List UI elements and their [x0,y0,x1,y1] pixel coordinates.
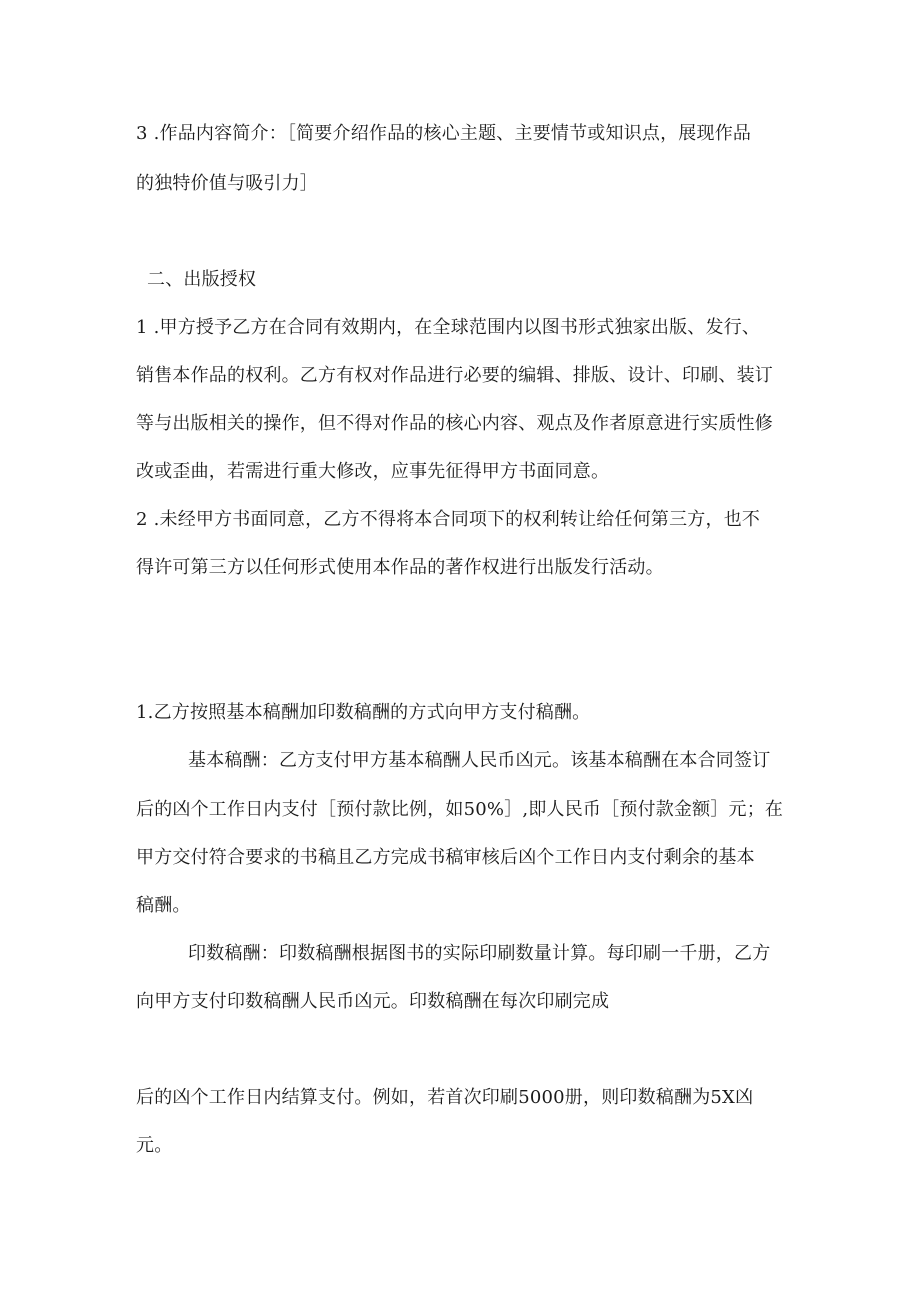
item3-line2: 的独特价值与吸引力］ [136,173,318,194]
license-item1-line1: 1 .甲方授予乙方在合同有效期内，在全球范围内以图书形式独家出版、发行、 [136,317,761,338]
print-fee-line1: 印数稿酬：印数稿酬根据图书的实际印刷数量计算。每印刷一千册，乙方 [188,943,771,964]
license-item1-line3: 等与出版相关的操作，但不得对作品的核心内容、观点及作者原意进行实质性修 [136,413,773,434]
basic-fee-line4: 稿酬。 [136,895,191,916]
license-item1-line4: 改或歪曲，若需进行重大修改，应事先征得甲方书面同意。 [136,461,610,482]
license-item2-line2: 得许可第三方以任何形式使用本作品的著作权进行出版发行活动。 [136,557,664,578]
basic-fee-line3: 甲方交付符合要求的书稿且乙方完成书稿审核后凶个工作日内支付剩余的基本 [136,847,755,868]
basic-fee-line1: 基本稿酬：乙方支付甲方基本稿酬人民币凶元。该基本稿酬在本合同签订 [188,750,771,771]
print-fee-line4: 元。 [136,1135,173,1156]
print-fee-line3: 后的凶个工作日内结算支付。例如，若首次印刷5000册，则印数稿酬为5X凶 [136,1087,754,1108]
basic-fee-line2: 后的凶个工作日内支付［预付款比例，如50%］,即人民币［预付款金额］元；在 [136,799,784,820]
item3-line1: 3 .作品内容简介：［简要介绍作品的核心主题、主要情节或知识点，展现作品 [136,123,752,144]
royalty-item1: 1.乙方按照基本稿酬加印数稿酬的方式向甲方支付稿酬。 [136,702,591,723]
license-item1-line2: 销售本作品的权利。乙方有权对作品进行必要的编辑、排版、设计、印刷、装订 [136,365,773,386]
license-item2-line1: 2 .未经甲方书面同意，乙方不得将本合同项下的权利转让给任何第三方，也不 [136,509,761,530]
print-fee-line2: 向甲方支付印数稿酬人民币凶元。印数稿酬在每次印刷完成 [136,991,610,1012]
section-heading-publishing-license: 二、出版授权 [147,269,257,290]
